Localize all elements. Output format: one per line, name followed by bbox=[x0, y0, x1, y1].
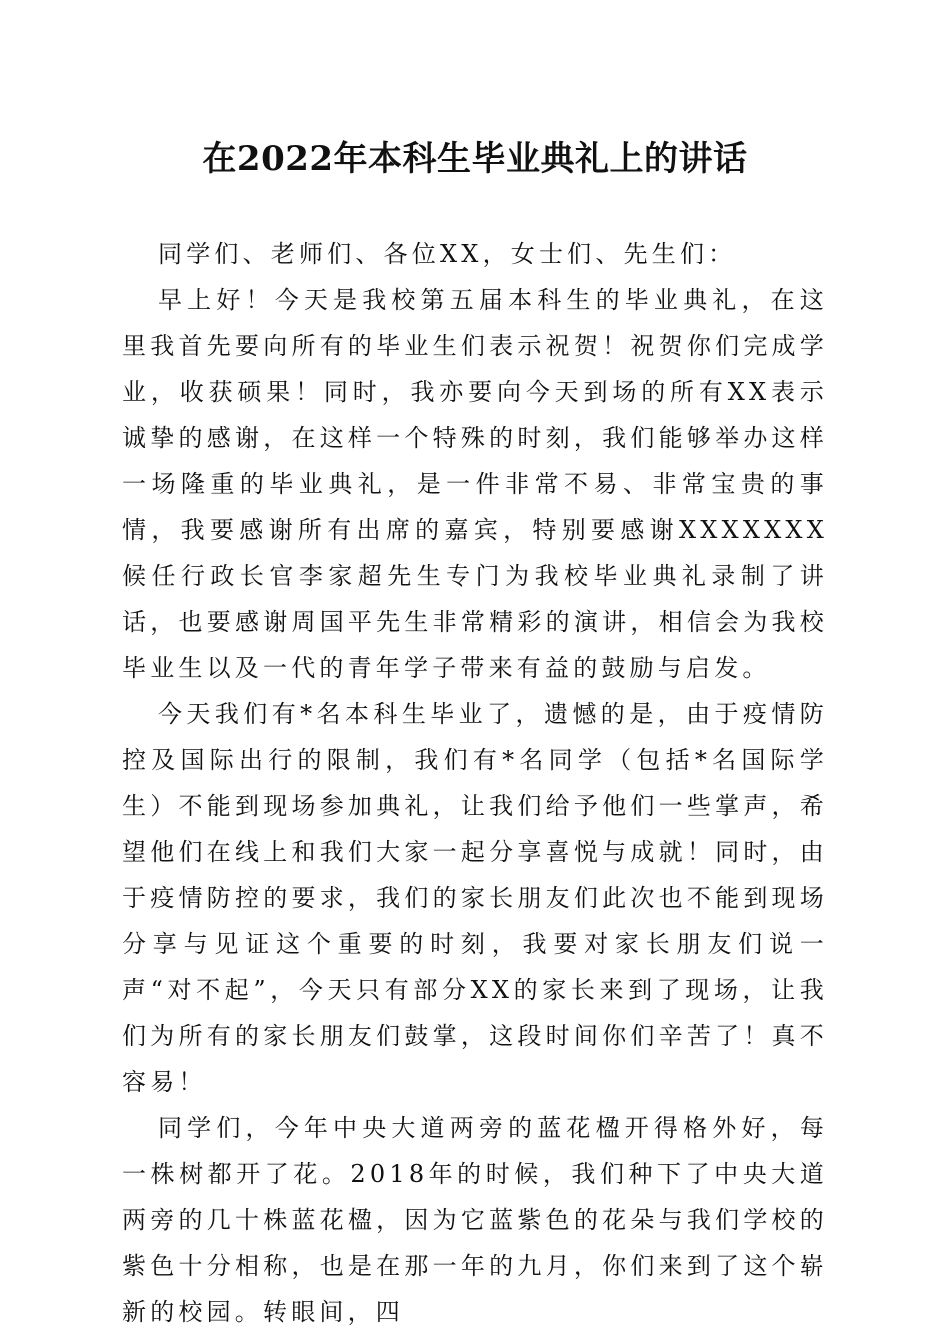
document-title: 在2022年本科生毕业典礼上的讲话 bbox=[202, 139, 748, 179]
paragraph-salutation: 同学们、老师们、各位XX，女士们、先生们： bbox=[158, 240, 737, 268]
paragraph-graduates: 今天我们有*名本科生毕业了，遗憾的是，由于疫情防控及国际出行的限制，我们有*名同学（包括*名国际学生）不能到现场参加典礼，让我们给予他们一些掌声，希望他们在线上和我们大家一起分享喜悦与成就！同时，由于疫情防控的要求，我们的家长朋友们此次也不能到现场分享与见证这个重要的时刻，我要对家长朋友们说一声“对不起”，今天只有部分XX的家长来到了现场，让我们为所有的家长朋友们鼓掌，这段时间你们辛苦了！真不容易！ bbox=[122, 700, 828, 1096]
document-body bbox=[122, 231, 828, 1335]
paragraph-greeting: 早上好！今天是我校第五届本科生的毕业典礼，在这里我首先要向所有的毕业生们表示祝贺！祝贺你们完成学业，收获硕果！同时，我亦要向今天到场的所有XX表示诚挚的感谢，在这样一个特殊的时刻，我们能够举办这样一场隆重的毕业典礼，是一件非常不易、非常宝贵的事情，我要感谢所有出席的嘉宾，特别要感谢XXXXXXX候任行政长官李家超先生专门为我校毕业典礼录制了讲话，也要感谢周国平先生非常精彩的演讲，相信会为我校毕业生以及一代的青年学子带来有益的鼓励与启发。 bbox=[122, 286, 828, 682]
paragraph-jacaranda: 同学们，今年中央大道两旁的蓝花楹开得格外好，每一株树都开了花。2018年的时候，我们种下了中央大道两旁的几十株蓝花楹，因为它蓝紫色的花朵与我们学校的紫色十分相称，也是在那一年的九月，你们来到了这个崭新的校园。转眼间，四 bbox=[122, 1114, 828, 1326]
